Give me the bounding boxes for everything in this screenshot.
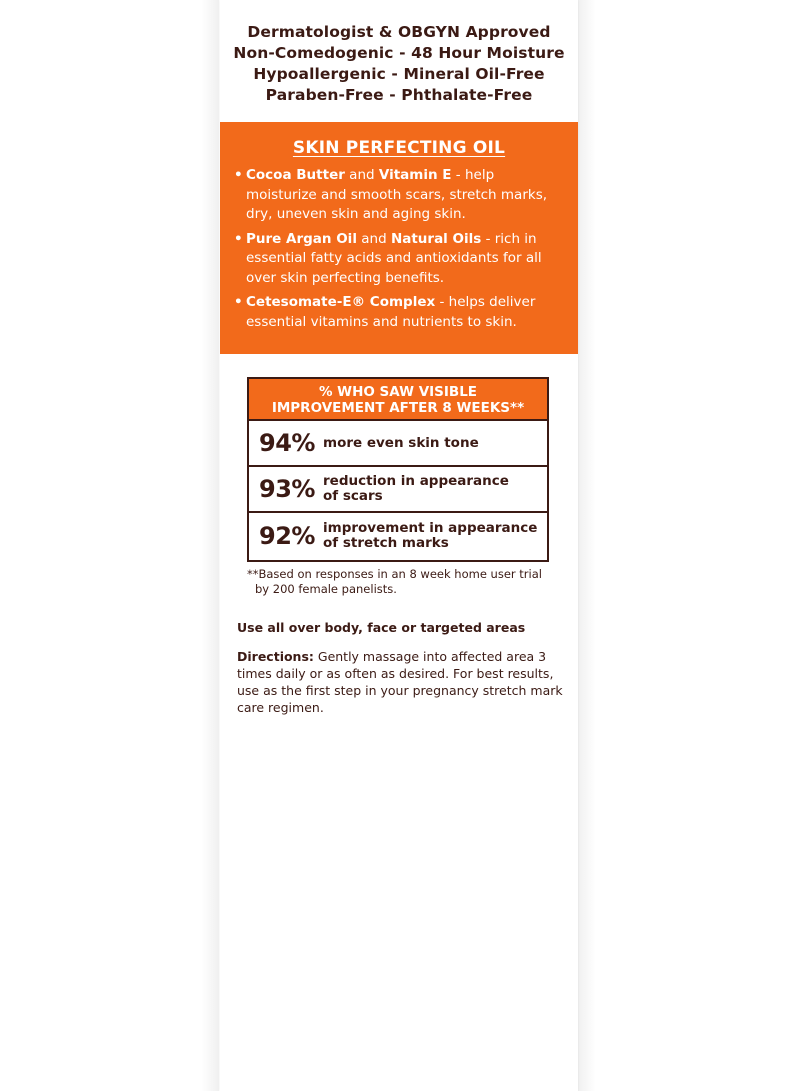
benefit-ingredient: Vitamin E bbox=[378, 167, 452, 183]
results-table bbox=[247, 377, 549, 562]
benefit-item bbox=[234, 230, 566, 289]
benefit-text: - helps deliver essential vitamins and nutrients to skin. bbox=[246, 294, 536, 330]
result-description-line: reduction in appearance bbox=[323, 473, 509, 489]
benefit-ingredient: Cetesomate-E® Complex bbox=[246, 294, 436, 310]
result-percent: 93% bbox=[259, 475, 315, 503]
product-panel bbox=[220, 0, 578, 1091]
result-description-line: of stretch marks bbox=[323, 534, 449, 551]
claim-line: Non-Comedogenic - 48 Hour Moisture bbox=[233, 44, 565, 62]
benefit-connector: and bbox=[344, 167, 379, 183]
claim-line: Dermatologist & OBGYN Approved bbox=[247, 23, 551, 41]
benefit-connector: and bbox=[356, 230, 391, 247]
result-description bbox=[323, 474, 509, 504]
results-footnote bbox=[247, 567, 557, 597]
result-description bbox=[323, 521, 537, 551]
benefit-ingredient: Pure Argan Oil bbox=[246, 230, 357, 247]
result-row bbox=[249, 421, 547, 467]
result-percent: 94% bbox=[259, 429, 315, 457]
directions-label: Directions: bbox=[237, 649, 314, 664]
background-left bbox=[0, 0, 219, 1091]
footnote-line: by 200 female panelists. bbox=[255, 582, 397, 596]
benefits-banner bbox=[220, 122, 578, 354]
directions-text: Gently massage into affected area 3 times daily or as often as desired. For best results, use as the first step in your pregnancy stretch mark care regimen. bbox=[237, 649, 563, 715]
result-description-line: more even skin tone bbox=[323, 434, 479, 451]
benefit-item bbox=[234, 166, 566, 225]
claim-line: Hypoallergenic - Mineral Oil-Free bbox=[253, 65, 545, 83]
benefit-item bbox=[234, 293, 566, 332]
footnote-line: **Based on responses in an 8 week home user trial bbox=[247, 567, 542, 581]
results-heading bbox=[249, 379, 547, 421]
usage-statement: Use all over body, face or targeted areas bbox=[237, 620, 526, 635]
results-heading-line: IMPROVEMENT AFTER 8 WEEKS** bbox=[271, 400, 525, 416]
result-row bbox=[249, 513, 547, 558]
benefit-text: - help moisturize and smooth scars, stretch marks, dry, uneven skin and aging skin. bbox=[246, 167, 548, 222]
background-right bbox=[578, 0, 800, 1091]
result-percent: 92% bbox=[259, 521, 315, 550]
benefit-ingredient: Natural Oils bbox=[390, 230, 482, 247]
result-description bbox=[323, 436, 479, 451]
directions bbox=[237, 648, 567, 716]
benefit-text: - rich in essential fatty acids and antioxidants for all over skin perfecting benefits. bbox=[246, 230, 542, 286]
benefit-ingredient: Cocoa Butter bbox=[246, 167, 345, 183]
result-description-line: improvement in appearance bbox=[323, 519, 538, 536]
claims-block bbox=[220, 22, 578, 106]
benefits-list bbox=[234, 166, 566, 337]
claim-line: Paraben-Free - Phthalate-Free bbox=[265, 86, 533, 104]
benefits-title: SKIN PERFECTING OIL bbox=[292, 138, 506, 158]
result-row bbox=[249, 467, 547, 513]
result-description-line: of scars bbox=[323, 488, 383, 504]
results-heading-line: % WHO SAW VISIBLE bbox=[318, 384, 478, 400]
